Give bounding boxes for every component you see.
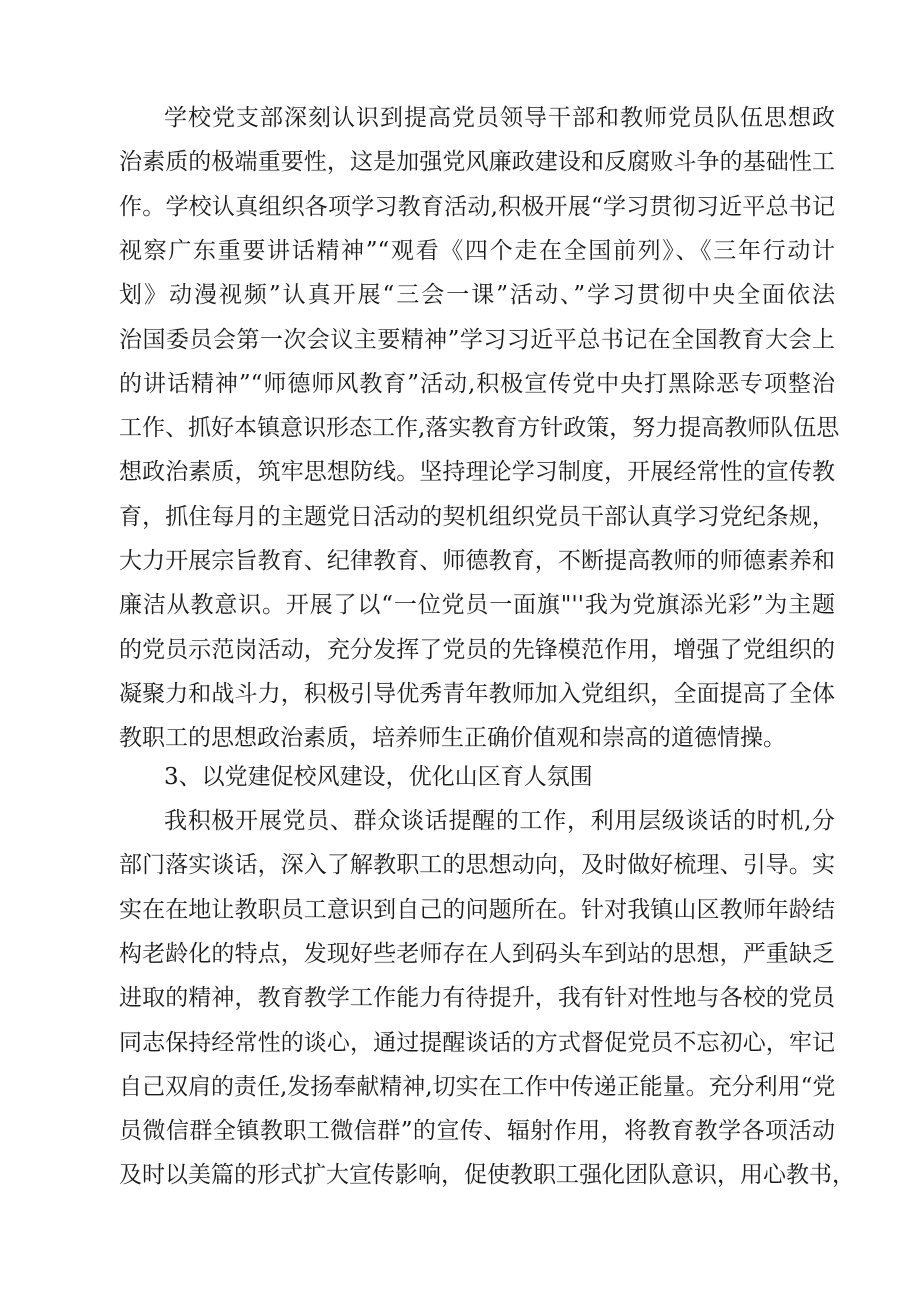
text-line: 部门落实谈话，深入了解教职工的思想动向，及时做好梳理、引导。实 [119,852,835,879]
text-line: 大力开展宗旨教育、纪律教育、师德教育，不断提高教师的师德素养和 [119,548,835,574]
text-line: 进取的精神，教育教学工作能力有待提升，我有针对性地与各校的党员 [119,985,835,1012]
text-line: 我积极开展党员、群众谈话提醒的工作，利用层级谈话的时机,分 [164,808,835,834]
text-line: 划》动漫视频”认真开展“三会一课”活动、”学习贯彻中央全面依法 [119,282,835,309]
section-heading: 3、以党建促校风建设，优化山区育人氛围 [164,764,593,790]
text-line: 凝聚力和战斗力，积极引导优秀青年教师加入党组织，全面提高了全体 [119,680,835,707]
text-line: 视察广东重要讲话精神”“观看《四个走在全国前列》、《三年行动计 [119,237,835,264]
text-line: 员微信群全镇教职工微信群”的宣传、辐射作用，将教育教学各项活动 [119,1118,835,1145]
text-line: 治素质的极端重要性，这是加强党风廉政建设和反腐败斗争的基础性工 [119,149,835,176]
text-line: 自己双肩的责任,发扬奉献精神,切实在工作中传递正能量。充分利用“党 [119,1073,836,1100]
text-line: 想政治素质，筑牢思想防线。坚持理论学习制度，开展经常性的宣传教 [119,459,835,486]
text-line: 同志保持经常性的谈心，通过提醒谈话的方式督促党员不忘初心，牢记 [119,1029,835,1056]
text-line: 治国委员会第一次会议主要精神”学习习近平总书记在全国教育大会上 [119,326,835,353]
text-line: 作。学校认真组织各项学习教育活动,积极开展“学习贯彻习近平总书记 [119,193,835,220]
text-line: 教职工的思想政治素质，培养师生正确价值观和崇高的道德情操。 [119,725,786,752]
text-line: 育，抓住每月的主题党日活动的契机组织党员干部认真学习党纪条规， [119,503,835,530]
text-line: 实在在地让教职员工意识到自己的问题所在。针对我镇山区教师年龄结 [119,896,835,923]
text-line: 构老龄化的特点，发现好些老师存在人到码头车到站的思想，严重缺乏 [119,940,835,967]
text-line: 及时以美篇的形式扩大宣传影响，促使教职工强化团队意识，用心教书， [119,1162,855,1189]
text-line: 工作、抓好本镇意识形态工作,落实教育方针政策，努力提高教师队伍思 [119,415,840,442]
text-line: 的党员示范岗活动，充分发挥了党员的先锋模范作用，增强了党组织的 [119,636,835,663]
text-line: 廉洁从教意识。开展了以“一位党员一面旗"''我为党旗添光彩”为主题 [119,592,835,619]
text-line: 学校党支部深刻认识到提高党员领导干部和教师党员队伍思想政 [164,105,835,131]
text-line: 的讲话精神”“师德师风教育”活动,积极宣传党中央打黑除恶专项整治 [119,370,835,397]
